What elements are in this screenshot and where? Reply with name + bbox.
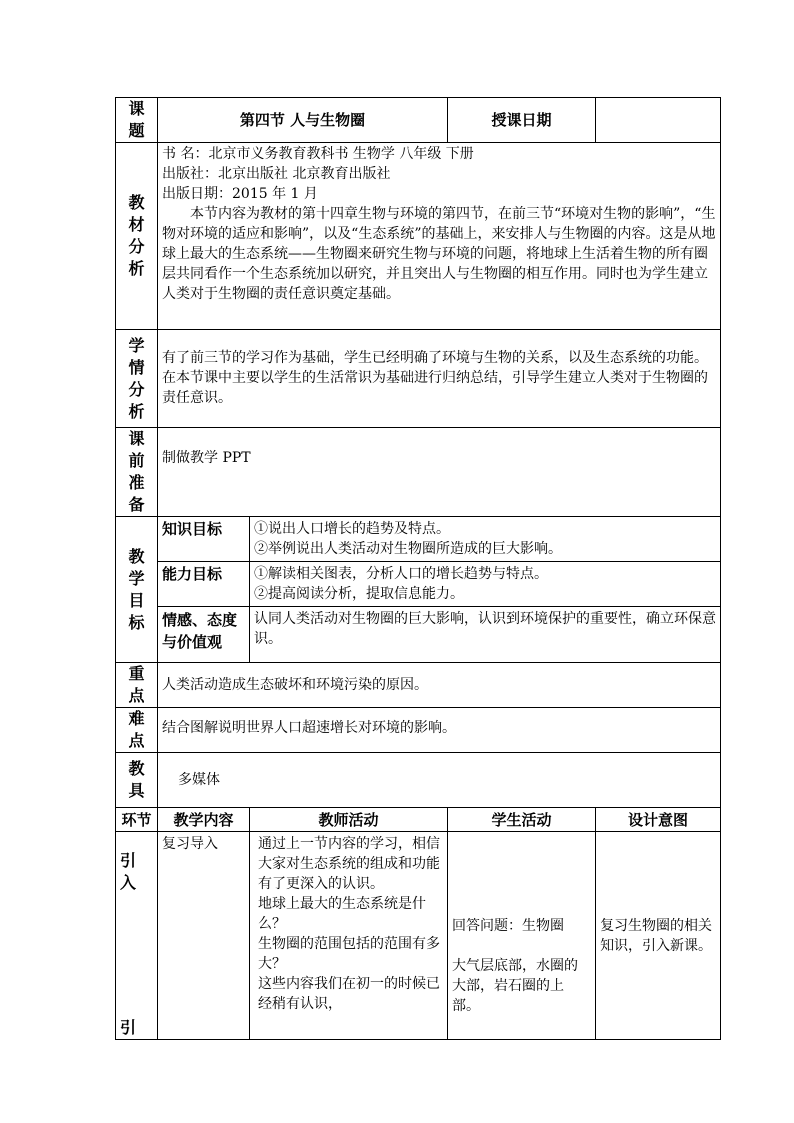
difficulty-row [116, 708, 721, 753]
date-label: 授课日期 [448, 98, 596, 143]
lesson-plan-page [115, 97, 720, 1040]
emotion-goal-label: 情感、态度 与价值观 [158, 607, 250, 663]
prep-row [116, 428, 721, 517]
process-stage [116, 832, 158, 1040]
knowledge-goals: ①说出人口增长的趋势及特点。 ②举例说出人类活动对生物圈所造成的巨大影响。 [250, 517, 721, 562]
book-name: 书 名：北京市义务教育教科书 生物学 八年级 下册 [162, 146, 474, 162]
tools-row [116, 753, 721, 808]
header-row [116, 98, 721, 143]
prep-label: 课 前 准 备 [116, 428, 158, 517]
process-row [116, 832, 721, 1040]
key-row [116, 663, 721, 708]
textbook-label: 教 材 分 析 [116, 143, 158, 330]
ability-goals: ①解读相关图表，分析人口的增长趋势与特点。 ②提高阅读分析，提取信息能力。 [250, 562, 721, 607]
topic-label: 课 题 [116, 98, 158, 143]
process-header-intent: 设计意图 [596, 808, 721, 832]
prep-text: 制做教学 PPT [158, 428, 721, 517]
process-header-teacher: 教师活动 [250, 808, 448, 832]
process-stage-label: 引 入 [120, 851, 137, 892]
students-row [116, 330, 721, 428]
tools-label: 教 具 [116, 753, 158, 808]
difficulty-label: 难 点 [116, 708, 158, 753]
textbook-content [158, 143, 721, 330]
goals-ability-row [116, 562, 721, 607]
process-header-row [116, 808, 721, 832]
difficulty-text: 结合图解说明世界人口超速增长对环境的影响。 [158, 708, 721, 753]
date-value [596, 98, 721, 143]
students-analysis: 有了前三节的学习作为基础，学生已经明确了环境与生物的关系，以及生态系统的功能。在本节课中主要以学生的生活常识为基础进行归纳总结，引导学生建立人类对于生物圈的责任意识。 [158, 330, 721, 428]
knowledge-goal-label: 知识目标 [158, 517, 250, 562]
students-label: 学 情 分 析 [116, 330, 158, 428]
lesson-plan-table [115, 97, 721, 1040]
process-student: 回答问题：生物圈 大气层底部，水圈的大部，岩石圈的上部。 [448, 832, 596, 1040]
process-stage-label-bottom: 引 [120, 1018, 137, 1037]
process-header-content: 教学内容 [158, 808, 250, 832]
goals-label: 教 学 目 标 [116, 517, 158, 663]
tools-text: 多媒体 [158, 753, 721, 808]
topic-title: 第四节 人与生物圈 [158, 98, 448, 143]
key-text: 人类活动造成生态破坏和环境污染的原因。 [158, 663, 721, 708]
publish-date: 出版日期：2015 年 1 月 [162, 186, 318, 202]
key-label: 重 点 [116, 663, 158, 708]
ability-goal-label: 能力目标 [158, 562, 250, 607]
process-header-stage: 环节 [116, 808, 158, 832]
textbook-analysis: 本节内容为教材的第十四章生物与环境的第四节，在前三节“环境对生物的影响”，“生物对环境的适应和影响”，以及“生态系统”的基础上，来安排人与生物圈的内容。这是从地球上最大的生态系统——生物圈来研究生物与环境的问题，将地球上生活着生物的所有圈层共同看作一个生态系统加以研究，并且突出人与生物圈的相互作用。同时也为学生建立人类对于生物圈的责任意识奠定基础。 [162, 206, 716, 302]
process-teacher: 通过上一节内容的学习，相信大家对生态系统的组成和功能有了更深入的认识。 地球上最大的生态系统是什么？ 生物圈的范围包括的范围有多大？ 这些内容我们在初一的时候已经稍有认识， [250, 832, 448, 1040]
publisher: 出版社：北京出版社 北京教育出版社 [162, 166, 391, 182]
process-header-student: 学生活动 [448, 808, 596, 832]
goals-emotion-row [116, 607, 721, 663]
goals-knowledge-row [116, 517, 721, 562]
process-intent: 复习生物圈的相关知识，引入新课。 [596, 832, 721, 1040]
textbook-row [116, 143, 721, 330]
emotion-goal: 认同人类活动对生物圈的巨大影响，认识到环境保护的重要性，确立环保意识。 [250, 607, 721, 663]
process-content: 复习导入 [158, 832, 250, 1040]
